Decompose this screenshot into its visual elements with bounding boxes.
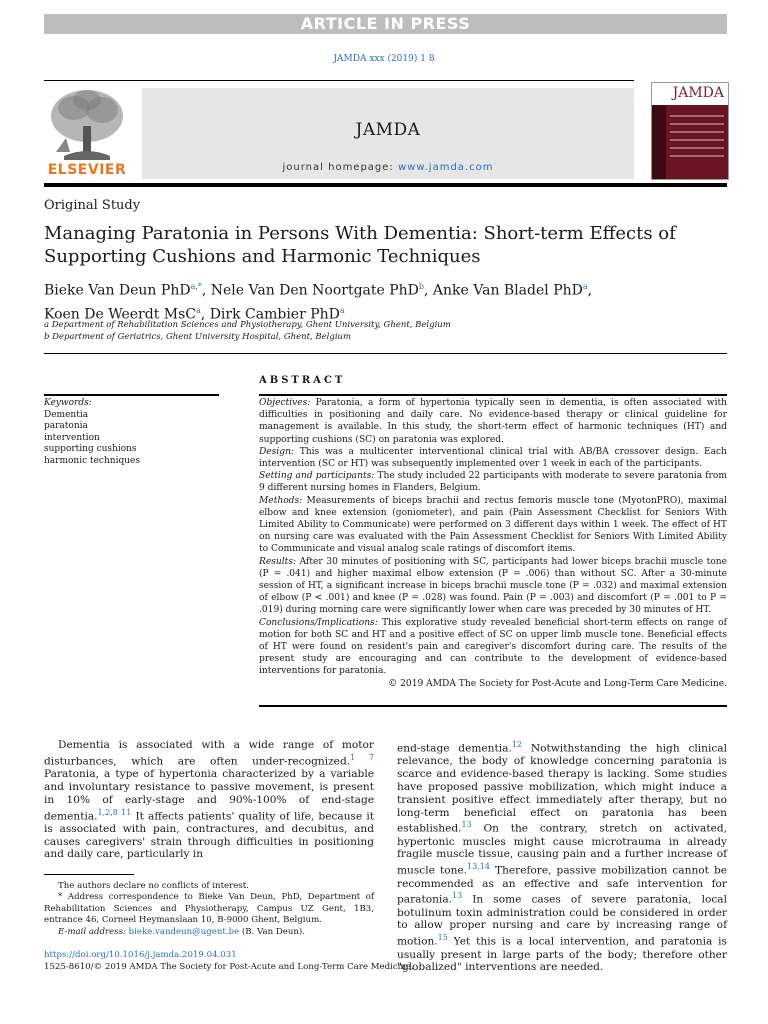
abstract-heading: ABSTRACT [259,375,346,386]
issn-copyright: 1525-8610/© 2019 AMDA The Society for Post-Acute and Long-Term Care Medicine. [44,962,414,972]
journal-homepage [142,162,634,173]
abstract-top-rule [259,394,727,396]
author-affil-sup[interactable]: a [339,305,345,315]
body-paragraph: Dementia is associated with a wide range of motor disturbances, which are often under-recognized.$^{1 7}$ Paratonia, a type of hypertonia characterized by a variable and involuntary resistance to passive movement, is present in 10% of early-stage and 90%-100% of end-stage dementia.$^{1,2,8 11}$ It affects patients' quality of life, because it is associated with pain, contractures, and decubitus, and causes caregivers' strain through difficulties in positioning and daily care, particularly in [44,739,375,861]
keyword-item: paratonia [44,421,88,431]
author-name[interactable]: Bieke Van Deun PhD [44,282,191,299]
keyword-item: supporting cushions [44,444,137,454]
abstract-objectives: Objectives: Paratonia, a form of hypertonia typically seen in dementia, is often associated with difficulties in positioning and daily care. No evidence-based therapy or clinical guideline for management is available. In this study, the short-term effect of harmonic techniques (HT) and supporting cushions (SC) on paratonia was explored. [259,398,727,445]
affiliation-a: a Department of Rehabilitation Sciences and Physiotherapy, Ghent University, Ghent, Belgium [44,320,451,330]
affiliation-b: b Department of Geriatrics, Ghent University Hospital, Ghent, Belgium [44,332,352,342]
body-paragraph: end-stage dementia.$^{12}$ Notwithstanding the high clinical relevance, the body of knowledge concerning paratonia is scarce and evidence-based therapy is lacking. Some studies have proposed passive mobilization, which might induce a transient positive effect immediately after therapy, but no long-term beneficial effect on paratonia has been established.$^{13}$ On the contrary, stretch on activated, hypertonic muscles might cause microtrauma in already fragile muscle tissue, causing pain and a further increase of muscle tone.$^{13,14}$ Therefore, passive mobilization cannot be recommended as an effective and safe intervention for paratonia.$^{13}$ In some cases of severe paratonia, local botulinum toxin administration could be considered in order to allow proper nursing and care by increasing range of motion.$^{15}$ Yet this is a local intervention, and paratonia is usually present in large parts of the body; therefore other "globalized" interventions are needed. [397,740,727,974]
author-list [44,277,724,324]
keyword-item: intervention [44,432,100,443]
reference-link[interactable]: 13 [461,820,472,830]
reference-link[interactable]: 13 [452,891,463,901]
elsevier-wordmark: ELSEVIER [47,162,127,178]
author-affil-sup[interactable]: a [196,305,201,315]
reference-link[interactable]: 1 7 [350,752,374,762]
article-type: Original Study [44,198,141,213]
abstract-copyright: © 2019 AMDA The Society for Post-Acute and Long-Term Care Medicine. [388,678,727,689]
author-separator: , [587,282,593,299]
masthead-rule [44,183,727,187]
footnotes [44,881,374,938]
abstract-methods: Methods: Measurements of biceps brachii and rectus femoris muscle tone (MyotonPRO), maximal elbow and knee extension (goniometer), and pain (Pain Assessment Checklist for Seniors With Limited Ability to Communicate) were performed on 3 different days within 1 week. The effect of HT on nursing care was evaluated with the Pain Assessment Checklist for Seniors With Limited Ability to Communicate and visual analog scale ratings of discomfort items. [259,495,727,555]
body-left-column [44,739,374,861]
reference-link[interactable]: 13,14 [467,862,490,872]
journal-citation[interactable]: JAMDA xxx (2019) 1 8 [333,54,435,64]
keywords-heading: Keywords: [44,398,92,408]
abstract-setting: Setting and participants: The study included 22 participants with moderate to severe paratonia from 9 different nursing homes in Flanders, Belgium. [259,471,727,494]
author-name[interactable]: , Dirk Cambier PhD [200,306,340,323]
header-rule [44,80,634,81]
keyword-item: harmonic techniques [44,455,140,466]
author-name[interactable]: Koen De Weerdt MsC [44,306,197,323]
reference-link[interactable]: 1,2,8 11 [97,807,132,817]
cover-band [652,105,728,179]
doi-link[interactable]: https://doi.org/10.1016/j.jamda.2019.04.031 [44,950,237,960]
article-in-press-banner: ARTICLE IN PRESS [44,14,727,34]
body-right-column [397,739,727,974]
author-affil-sup[interactable]: b [418,282,425,291]
journal-cover-thumbnail[interactable] [651,82,729,180]
journal-name: JAMDA [355,120,421,140]
homepage-label: journal homepage: [282,162,394,173]
article-title: Managing Paratonia in Persons With Dementia: Short-term Effects of Supporting Cushions and Harmonic Techniques [44,223,676,267]
abstract-results: Results: After 30 minutes of positioning with SC, participants had lower biceps brachii muscle tone (P = .041) and higher maximal elbow extension (P = .006) than without SC. After a 30-minute session of HT, a significant increase in biceps brachii muscle tone (P = .032) and maximal extension of elbow (P < .001) and knee (P = .028) was found. Pain (P = .003) and discomfort (P = .001 to P = .019) during morning care were significantly lower when care was preceded by 30 minutes of HT. [259,556,727,616]
author-name[interactable]: , Nele Van Den Noortgate PhD [201,282,419,299]
abstract-bottom-rule [259,705,727,707]
author-name[interactable]: , Anke Van Bladel PhD [424,282,583,299]
footnote-rule [44,874,134,875]
footnote-conflicts: The authors declare no conflicts of interest. [58,881,249,891]
author-affil-sup[interactable]: a [582,282,588,291]
affiliation-rule [44,353,727,354]
keyword-item: Dementia [44,409,89,420]
keywords-box [44,398,140,467]
footnote-email: E-mail address: bieke.vandeun@ugent.be (B. Van Deun). [58,926,305,937]
abstract-body [259,397,727,690]
author-affil-sup[interactable]: a,* [190,282,202,291]
keywords-top-rule [44,394,219,396]
cover-title: JAMDA [672,85,724,101]
abstract-design: Design: This was a multicenter interventional clinical trial with AB/BA crossover design. Each intervention (SC or HT) was subsequently implemented over 1 week in each of the participants. [259,446,727,470]
reference-link[interactable]: 15 [437,933,448,943]
footnote-address: * Address correspondence to Bieke Van Deun, PhD, Department of Rehabilitation Sciences and Physiotherapy, Campus UZ Gent, 1B3, entrance 46, Corneel Heymanslaan 10, B-9000 Ghent, Belgium. [44,892,374,926]
abstract-conclusions: Conclusions/Implications: This explorative study revealed beneficial short-term effects on range of motion for both SC and HT and a positive effect of SC on upper limb muscle tone. Beneficial effects of HT were found on resident's pain and caregiver's discomfort during care. The results of the present study are encouraging and can contribute to the development of evidence-based interventions for paratonia. [259,617,727,677]
journal-masthead [142,88,634,179]
email-link[interactable]: bieke.vandeun@ugent.be [128,926,240,937]
reference-link[interactable]: 12 [511,740,523,749]
homepage-link[interactable]: www.jamda.com [398,162,494,173]
